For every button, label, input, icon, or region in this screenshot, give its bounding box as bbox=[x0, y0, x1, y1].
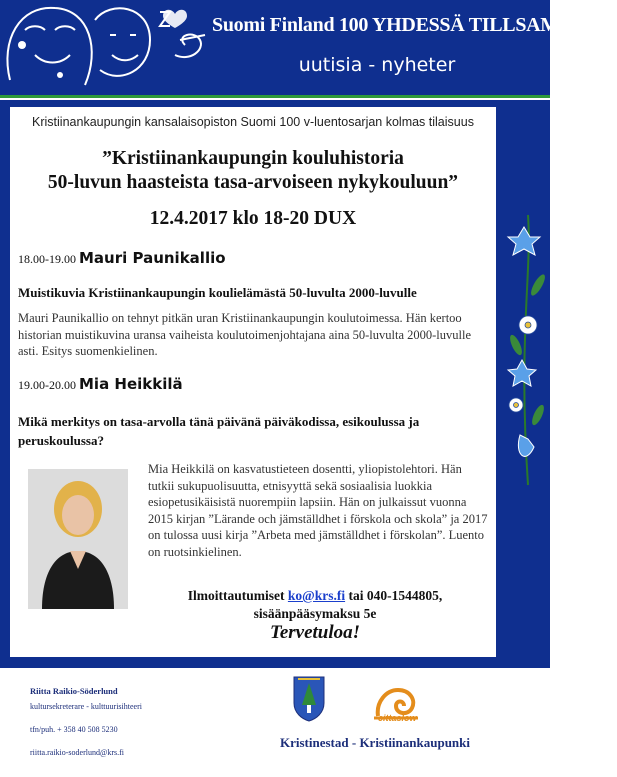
event-title bbox=[10, 147, 496, 195]
registration-phone: tai 040-1544805, bbox=[348, 588, 443, 603]
header-subtitle: uutisia - nyheter bbox=[298, 54, 456, 76]
registration-email-link[interactable]: ko@krs.fi bbox=[287, 588, 346, 603]
contact-phone: tfn/puh. + 358 40 508 5230 bbox=[30, 725, 118, 734]
speaker-photo bbox=[28, 469, 128, 609]
event-title-line-1: ”Kristiinankaupungin kouluhistoria bbox=[102, 148, 404, 169]
contact-role: kultursekreterare - kulttuurisihteeri bbox=[30, 702, 142, 711]
content-panel bbox=[10, 107, 496, 657]
session2-time: 19.00-20.00 bbox=[18, 378, 76, 392]
event-date: 12.4.2017 klo 18-20 DUX bbox=[149, 208, 357, 229]
flower-decoration bbox=[498, 215, 550, 485]
event-title-line-2: 50-luvun haasteista tasa-arvoiseen nykykouluun” bbox=[47, 172, 459, 193]
session2-topic: Mikä merkitys on tasa-arvolla tänä päivänä päiväkodissa, esikoulussa ja peruskoulussa? bbox=[18, 414, 420, 448]
session1-time: 18.00-19.00 bbox=[18, 252, 76, 266]
header-title: Suomi Finland 100 YHDESSÄ TILLSAMMANS bbox=[212, 14, 617, 36]
session2-heading bbox=[18, 375, 183, 393]
header-faces-illustration bbox=[0, 0, 215, 90]
entrance-fee: sisäänpääsymaksu 5e bbox=[253, 606, 377, 621]
contact-name: Riitta Raikio-Söderlund bbox=[30, 686, 118, 696]
session2-description: Mia Heikkilä on kasvatustieteen dosentti, yliopistolehtori. Hän tutkii sukupuolisuutta, etnisyyttä sekä sosiaalisia luokkia esiopetusikäisistä nuorempiin lapsiin. Hän on julkaissut vuonna 2015 kirjan ”Lärande och jämställdhet i förskola och skola” ja 2017 on tulossa uusi kirja ”Arbeta med jämställdhet i förskolan”. Luento on ruotsinkielinen. bbox=[148, 462, 488, 559]
cittaslow-label: cittaslow bbox=[378, 713, 417, 723]
welcome-text: Tervetuloa! bbox=[269, 622, 361, 643]
session1-heading bbox=[18, 249, 226, 267]
speaker-portrait-image bbox=[28, 469, 128, 609]
contact-email[interactable]: riitta.raikio-soderlund@krs.fi bbox=[30, 748, 125, 757]
session1-speaker: Mauri Paunikallio bbox=[79, 249, 226, 267]
white-stripe bbox=[0, 98, 550, 100]
intro-text: Kristiinankaupungin kansalaisopiston Suomi 100 v-luentosarjan kolmas tilaisuus bbox=[32, 115, 474, 129]
registration-info bbox=[140, 587, 490, 623]
session1-description: Mauri Paunikallio on tehnyt pitkän uran Kristiinankaupungin koulutoimessa. Hän kertoo historian muistikuvina uransa vaiheista koulutoimenjohtajana aina 50-luvulta 2000-luvulle asti. Esitys suomenkielinen. bbox=[18, 311, 472, 358]
registration-prefix: Ilmoittautumiset bbox=[187, 588, 285, 603]
kristinestad-crest-icon bbox=[292, 675, 326, 721]
town-name: Kristinestad - Kristiinankaupunki bbox=[280, 735, 470, 750]
contact-info bbox=[30, 686, 230, 757]
session2-speaker: Mia Heikkilä bbox=[79, 375, 183, 393]
session1-topic: Muistikuvia Kristiinankaupungin koulielämästä 50-luvulta 2000-luvulle bbox=[18, 285, 417, 300]
